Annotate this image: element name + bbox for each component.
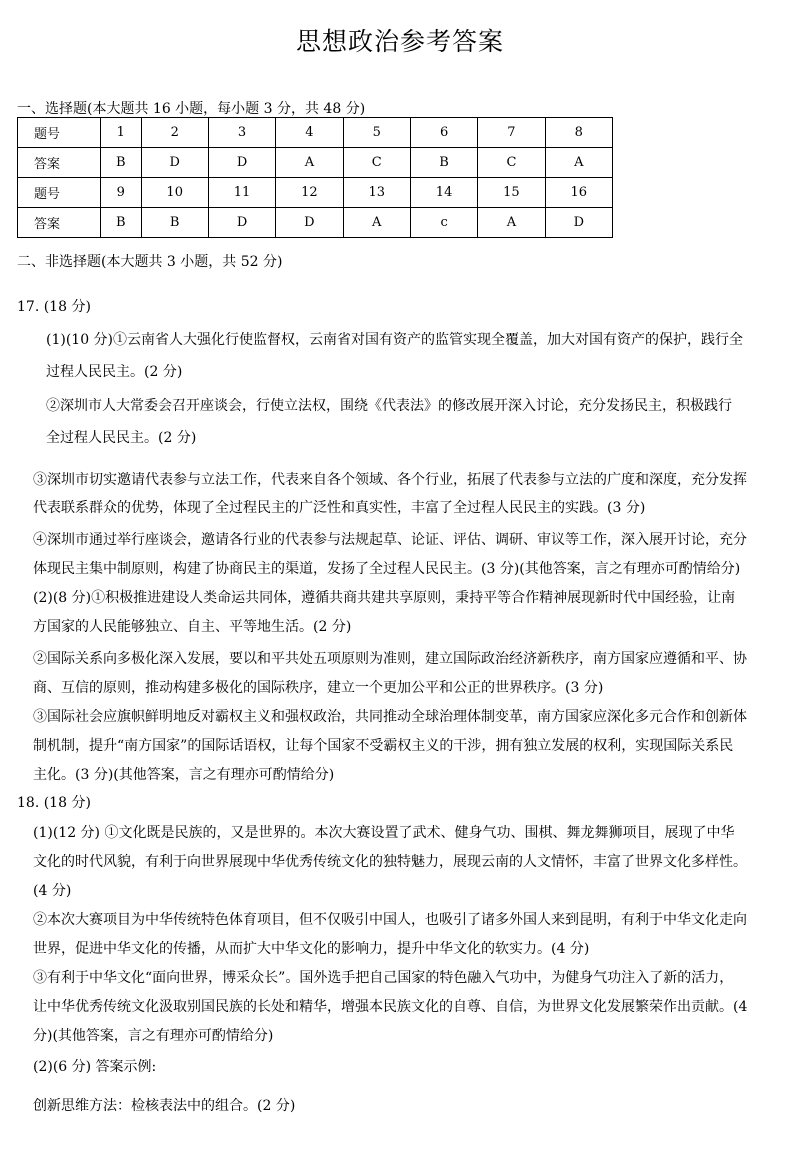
table-cell: B: [410, 148, 477, 178]
table-cell: 1: [101, 118, 142, 148]
table-cell: c: [410, 208, 477, 238]
table-row: [18, 178, 613, 208]
table-cell: A: [276, 148, 343, 178]
row-label: 题号: [18, 178, 101, 208]
table-cell: 5: [343, 118, 410, 148]
table-cell: D: [545, 208, 612, 238]
table-cell: A: [545, 148, 612, 178]
answer-line: 代表联系群众的优势，体现了全过程民主的广泛性和真实性，丰富了全过程人民民主的实践。(3 分): [33, 500, 646, 516]
answer-line: (1)(12 分) ①文化既是民族的，又是世界的。本次大赛设置了武术、健身气功、围棋、舞龙舞狮项目，展现了中华: [33, 825, 735, 841]
row-label: 答案: [18, 148, 101, 178]
table-cell: 6: [410, 118, 477, 148]
table-cell: A: [343, 208, 410, 238]
table-cell: D: [208, 208, 275, 238]
answer-line: ③有利于中华文化“面向世界，博采众长”。国外选手把自己国家的特色融入气功中，为健身气功注入了新的活力，: [33, 970, 734, 986]
answer-line: ④深圳市通过举行座谈会，邀请各行业的代表参与法规起草、论证、评估、调研、审议等工作，深入展开讨论，充分: [33, 532, 747, 548]
table-cell: 14: [410, 178, 477, 208]
table-row: [18, 208, 613, 238]
answer-line: ②本次大赛项目为中华传统特色体育项目，但不仅吸引中国人，也吸引了诸多外国人来到昆明，有利于中华文化走向: [33, 912, 747, 928]
answer-line: 世界，促进中华文化的传播，从而扩大中华文化的影响力，提升中华文化的软实力。(4 分): [33, 941, 590, 957]
answer-line: 全过程人民民主。(2 分): [46, 430, 197, 446]
section1-heading: 一、选择题(本大题共 16 小题，每小题 3 分，共 48 分): [17, 101, 366, 117]
table-cell: D: [276, 208, 343, 238]
table-cell: 10: [141, 178, 208, 208]
table-cell: 7: [478, 118, 545, 148]
table-cell: 3: [208, 118, 275, 148]
table-cell: A: [478, 208, 545, 238]
table-cell: B: [101, 148, 142, 178]
table-cell: C: [478, 148, 545, 178]
answer-line: 体现民主集中制原则，构建了协商民主的渠道，发扬了全过程人民民主。(3 分)(其他答案，言之有理亦可酌情给分): [33, 561, 741, 577]
answer-line: 让中华优秀传统文化汲取别国民族的长处和精华，增强本民族文化的自尊、自信，为世界文化发展繁荣作出贡献。(4: [33, 999, 748, 1015]
table-cell: 13: [343, 178, 410, 208]
table-cell: B: [141, 208, 208, 238]
answer-line: ②深圳市人大常委会召开座谈会，行使立法权，围绕《代表法》的修改展开深入讨论，充分发扬民主，积极践行: [46, 398, 732, 414]
answer-line: 商、互信的原则，推动构建多极化的国际秩序，建立一个更加公平和公正的世界秩序。(3 分): [33, 680, 604, 696]
table-cell: B: [101, 208, 142, 238]
table-cell: 9: [101, 178, 142, 208]
table-row: [18, 148, 613, 178]
answer-line: 方国家的人民能够独立、自主、平等地生活。(2 分): [33, 619, 352, 635]
table-cell: 16: [545, 178, 612, 208]
answer-table: [17, 117, 613, 238]
table-cell: C: [343, 148, 410, 178]
row-label: 答案: [18, 208, 101, 238]
q17-heading: 17. (18 分): [17, 299, 91, 315]
table-cell: 2: [141, 118, 208, 148]
table-cell: D: [208, 148, 275, 178]
answer-line: ③深圳市切实邀请代表参与立法工作，代表来自各个领域、各个行业，拓展了代表参与立法的广度和深度，充分发挥: [33, 472, 747, 488]
answer-line: (4 分): [33, 883, 72, 899]
answer-line: (2)(8 分)①积极推进建设人类命运共同体，遵循共商共建共享原则，秉持平等合作精神展现新时代中国经验，让南: [33, 590, 736, 606]
table-row: [18, 118, 613, 148]
row-label: 题号: [18, 118, 101, 148]
table-cell: 12: [276, 178, 343, 208]
answer-line: 制机制，提升“南方国家”的国际话语权，让每个国家不受霸权主义的干涉，拥有独立发展的权利，实现国际关系民: [33, 738, 734, 754]
answer-line: 分)(其他答案，言之有理亦可酌情给分): [33, 1028, 274, 1044]
page-title: 思想政治参考答案: [295, 27, 504, 56]
section2-heading: 二、非选择题(本大题共 3 小题，共 52 分): [17, 254, 283, 270]
table-cell: D: [141, 148, 208, 178]
answer-line: 创新思维方法：检核表法中的组合。(2 分): [33, 1098, 296, 1114]
q18-heading: 18. (18 分): [17, 795, 91, 811]
table-cell: 8: [545, 118, 612, 148]
table-cell: 11: [208, 178, 275, 208]
answer-line: 过程人民民主。(2 分): [46, 364, 183, 380]
answer-line: (2)(6 分) 答案示例:: [33, 1059, 157, 1075]
table-cell: 15: [478, 178, 545, 208]
answer-line: ③国际社会应旗帜鲜明地反对霸权主义和强权政治，共同推动全球治理体制变革，南方国家应深化多元合作和创新体: [33, 709, 747, 725]
table-cell: 4: [276, 118, 343, 148]
answer-line: 主化。(3 分)(其他答案，言之有理亦可酌情给分): [33, 767, 335, 783]
answer-line: (1)(10 分)①云南省人大强化行使监督权，云南省对国有资产的监管实现全覆盖，加大对国有资产的保护，践行全: [46, 332, 744, 348]
answer-line: ②国际关系向多极化深入发展，要以和平共处五项原则为准则，建立国际政治经济新秩序，南方国家应遵循和平、协: [33, 651, 747, 667]
answer-line: 文化的时代风貌，有利于向世界展现中华优秀传统文化的独特魅力，展现云南的人文情怀，丰富了世界文化多样性。: [33, 854, 747, 870]
